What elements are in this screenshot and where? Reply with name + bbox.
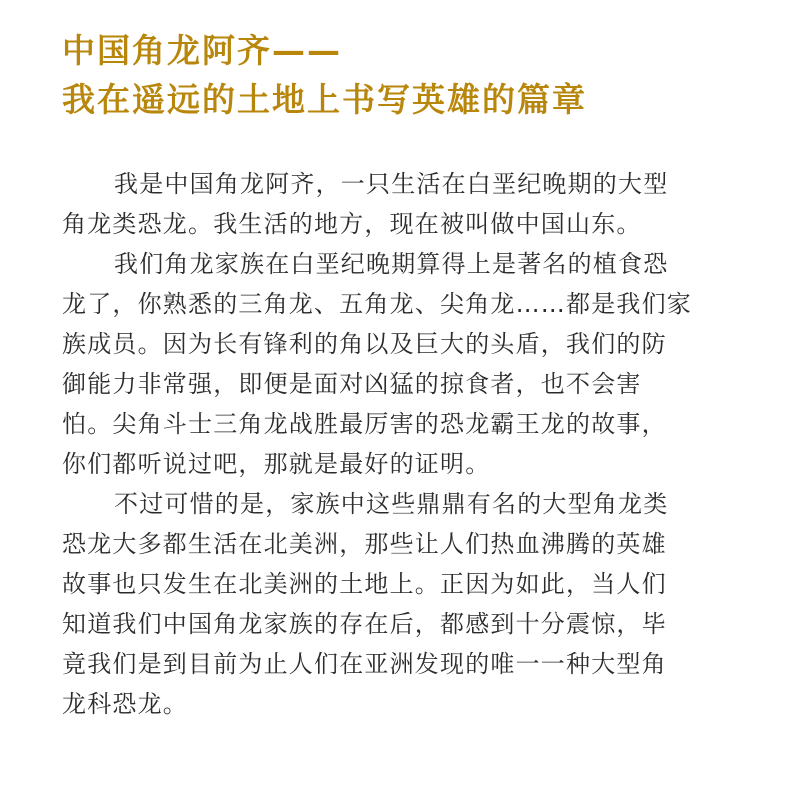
text-line: 恐龙大多都生活在北美洲，那些让人们热血沸腾的英雄 (62, 530, 667, 558)
paragraph-1 (62, 164, 734, 244)
title-line-1: 中国角龙阿齐—— (62, 31, 342, 70)
page-title (62, 26, 762, 124)
text-line: 龙了，你熟悉的三角龙、五角龙、尖角龙……都是我们家 (62, 290, 692, 318)
paragraph-2 (62, 244, 734, 484)
paragraph-3 (62, 484, 734, 724)
text-line: 我们角龙家族在白垩纪晚期算得上是著名的植食恐 (114, 250, 669, 278)
text-line: 角龙类恐龙。我生活的地方，现在被叫做中国山东。 (62, 210, 642, 238)
text-line: 故事也只发生在北美洲的土地上。正因为如此，当人们 (62, 570, 667, 598)
text-line: 你们都听说过吧，那就是最好的证明。 (62, 450, 491, 478)
text-line: 御能力非常强，即便是面对凶猛的掠食者，也不会害 (62, 370, 642, 398)
text-line: 知道我们中国角龙家族的存在后，都感到十分震惊，毕 (62, 610, 667, 638)
text-line: 龙科恐龙。 (62, 690, 188, 718)
text-line: 我是中国角龙阿齐，一只生活在白垩纪晚期的大型 (114, 170, 669, 198)
text-line: 怕。尖角斗士三角龙战胜最厉害的恐龙霸王龙的故事， (62, 410, 667, 438)
title-line-2: 我在遥远的土地上书写英雄的篇章 (62, 80, 587, 119)
text-line: 竟我们是到目前为止人们在亚洲发现的唯一一种大型角 (62, 650, 667, 678)
article-body (62, 164, 734, 724)
text-line: 不过可惜的是，家族中这些鼎鼎有名的大型角龙类 (114, 490, 669, 518)
text-line: 族成员。因为长有锋利的角以及巨大的头盾，我们的防 (62, 330, 667, 358)
